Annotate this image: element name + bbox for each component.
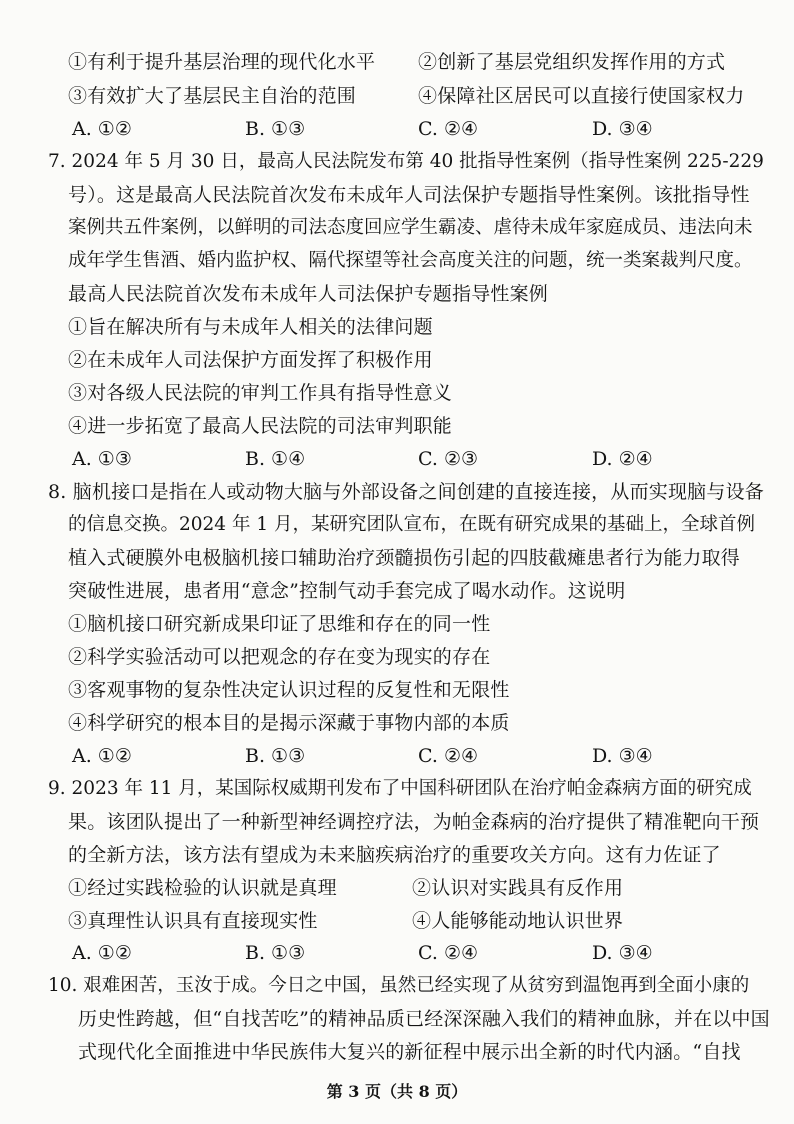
q8-option-b[interactable]: B. ①③ <box>245 745 306 767</box>
q6-statement-3: ③有效扩大了基层民主自治的范围 <box>68 85 357 107</box>
q8-stem-line-4: 突破性进展，患者用“意念”控制气动手套完成了喝水动作。这说明 <box>68 580 626 602</box>
q9-statement-3: ③真理性认识具有直接现实性 <box>68 910 318 932</box>
page-number: 第 3 页（共 8 页） <box>326 1082 468 1101</box>
q7-stem-line-3: 案例共五件案例，以鲜明的司法态度回应学生霸凌、虐待未成年家庭成员、违法向未 <box>68 217 753 238</box>
q9-stem-line-3: 的全新方法，该方法有望成为未来脑疾病治疗的重要攻关方向。这有力佐证了 <box>68 844 721 866</box>
q9-option-d[interactable]: D. ③④ <box>592 942 653 964</box>
q7-statement-2: ②在未成年人司法保护方面发挥了积极作用 <box>68 349 433 371</box>
q10-stem-line-2: 历史性跨越，但“自找苦吃”的精神品质已经深深融入我们的精神血脉，并在以中国 <box>78 1008 770 1030</box>
q9-statement-2: ②认识对实践具有反作用 <box>412 877 624 899</box>
q8-option-d[interactable]: D. ③④ <box>592 745 653 767</box>
q6-option-a[interactable]: A. ①② <box>72 118 132 140</box>
q8-statement-3: ③客观事物的复杂性决定认识过程的反复性和无限性 <box>68 679 510 701</box>
q9-stem-line-1: 9. 2023 年 11 月，某国际权威期刊发布了中国科研团队在治疗帕金森病方面的研究成 <box>48 778 752 799</box>
q7-stem-line-2: 号）。这是最高人民法院首次发布未成年人司法保护专题指导性案例。该批指导性 <box>68 184 750 206</box>
q8-statement-1: ①脑机接口研究新成果印证了思维和存在的同一性 <box>68 613 491 635</box>
q7-statement-3: ③对各级人民法院的审判工作具有指导性意义 <box>68 382 453 404</box>
q10-stem-line-3: 式现代化全面推进中华民族伟大复兴的新征程中展示出全新的时代内涵。“自找 <box>78 1041 741 1063</box>
q8-option-c[interactable]: C. ②④ <box>418 745 479 767</box>
q8-option-a[interactable]: A. ①② <box>72 745 132 767</box>
q7-stem-line-4: 成年学生售酒、婚内监护权、隔代探望等社会高度关注的问题，统一类案裁判尺度。 <box>68 250 753 271</box>
q6-statement-4: ④保障社区居民可以直接行使国家权力 <box>418 85 745 107</box>
q9-stem-line-2: 果。该团队提出了一种新型神经调控疗法，为帕金森病的治疗提供了精准靶向干预 <box>68 811 760 833</box>
q6-option-b[interactable]: B. ①③ <box>245 118 306 140</box>
q8-stem-line-2: 的信息交换。2024 年 1 月，某研究团队宣布，在既有研究成果的基础上，全球首例 <box>68 514 755 535</box>
q9-statement-1: ①经过实践检验的认识就是真理 <box>68 877 337 899</box>
q7-stem-line-1: 7. 2024 年 5 月 30 日，最高人民法院发布第 40 批指导性案例（指导性案例 225-229 <box>48 151 764 172</box>
q7-option-c[interactable]: C. ②③ <box>418 448 479 470</box>
q8-stem-line-1: 8. 脑机接口是指在人或动物大脑与外部设备之间创建的直接连接，从而实现脑与设备 <box>48 481 764 503</box>
q6-option-c[interactable]: C. ②④ <box>418 118 479 140</box>
q9-option-b[interactable]: B. ①③ <box>245 942 306 964</box>
q9-statement-4: ④人能够能动地认识世界 <box>412 910 624 932</box>
q10-stem-line-1: 10. 艰难困苦，玉汝于成。今日之中国，虽然已经实现了从贫穷到温饱再到全面小康的 <box>48 975 750 996</box>
q7-option-b[interactable]: B. ①④ <box>245 448 306 470</box>
q9-option-c[interactable]: C. ②④ <box>418 942 479 964</box>
q6-option-d[interactable]: D. ③④ <box>592 118 653 140</box>
q8-statement-2: ②科学实验活动可以把观念的存在变为现实的存在 <box>68 646 491 668</box>
q7-option-a[interactable]: A. ①③ <box>72 448 132 470</box>
q9-option-a[interactable]: A. ①② <box>72 942 132 964</box>
q8-statement-4: ④科学研究的根本目的是揭示深藏于事物内部的本质 <box>68 712 510 734</box>
q6-statement-2: ②创新了基层党组织发挥作用的方式 <box>418 51 726 73</box>
q7-option-d[interactable]: D. ②④ <box>592 448 653 470</box>
q6-statement-1: ①有利于提升基层治理的现代化水平 <box>68 51 376 73</box>
q7-statement-1: ①旨在解决所有与未成年人相关的法律问题 <box>68 316 433 338</box>
q7-statement-4: ④进一步拓宽了最高人民法院的司法审判职能 <box>68 415 453 437</box>
q8-stem-line-3: 植入式硬膜外电极脑机接口辅助治疗颈髓损伤引起的四肢截瘫患者行为能力取得 <box>68 547 741 569</box>
q7-stem-line-5: 最高人民法院首次发布未成年人司法保护专题指导性案例 <box>68 283 549 305</box>
